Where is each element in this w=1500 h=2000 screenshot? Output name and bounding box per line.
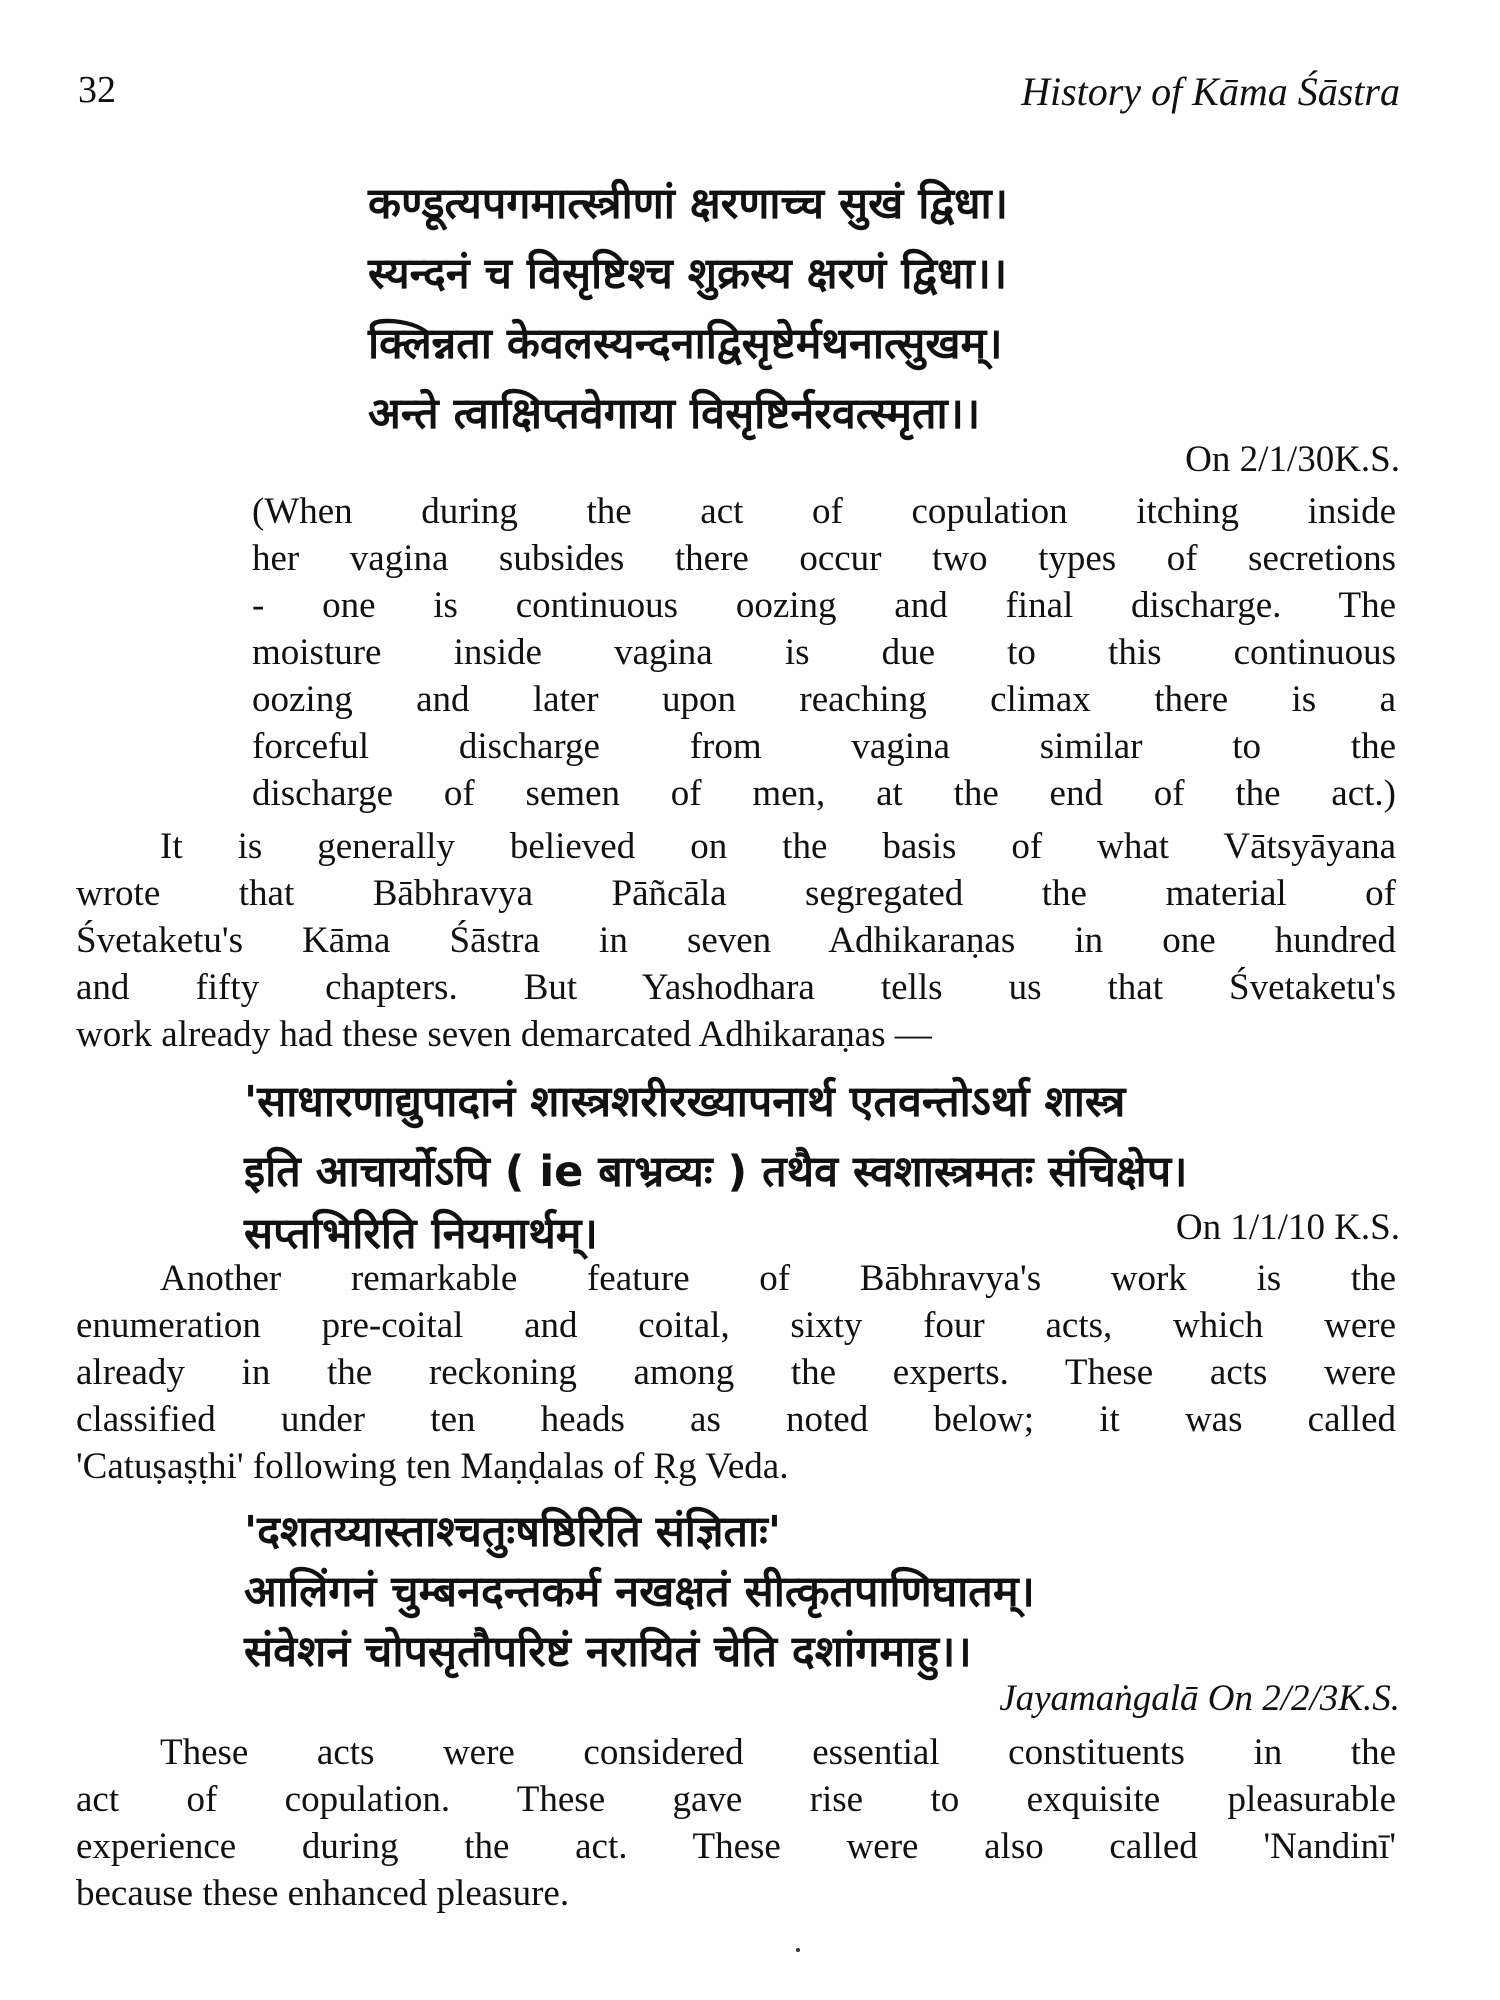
para3-line-4: because these enhanced pleasure. <box>76 1873 570 1914</box>
para1-line-1: It is generally believed on the basis of what Vātsyāyana <box>160 826 1396 867</box>
translation-line-3: - one is continuous oozing and final discharge. The <box>252 585 1396 626</box>
verse2-citation: On 1/1/10 K.S. <box>1175 1207 1400 1248</box>
para3-line-2: act of copulation. These gave rise to exquisite pleasurable <box>76 1779 1396 1820</box>
body-paragraph-3 <box>76 1729 1396 1917</box>
para1-line-5: work already had these seven demarcated Adhikaraṇas — <box>76 1014 932 1055</box>
para2-line-3: already in the reckoning among the experts. These acts were <box>76 1352 1396 1393</box>
verse1-line-4: अन्ते त्वाक्षिप्तवेगाया विसृष्टिर्नरवत्स्मृता।। <box>368 389 981 439</box>
translation-line-7: discharge of semen of men, at the end of the act.) <box>252 773 1396 814</box>
verse1-citation: On 2/1/30K.S. <box>1185 439 1400 480</box>
verse1-line-1: कण्डूत्यपगमात्स्त्रीणां क्षरणाच्च सुखं द्विधा। <box>368 179 1008 229</box>
para2-line-2: enumeration pre-coital and coital, sixty four acts, which were <box>76 1305 1396 1346</box>
para2-line-4: classified under ten heads as noted below; it was called <box>76 1399 1396 1440</box>
para3-line-3: experience during the act. These were also called 'Nandinī' <box>76 1826 1396 1867</box>
translation-line-4: moisture inside vagina is due to this continuous <box>252 632 1396 673</box>
translation-line-1: (When during the act of copulation itching inside <box>252 491 1396 532</box>
verse3-citation: Jayamaṅgalā On 2/2/3K.S. <box>999 1678 1400 1719</box>
para1-line-4: and fifty chapters. But Yashodhara tells us that Śvetaketu's <box>76 967 1396 1008</box>
translation-paragraph <box>252 488 1396 817</box>
verse2-line-3: सप्तभिरिति नियमार्थम्। <box>244 1209 598 1259</box>
verse3-line-1: 'दशतय्यास्ताश्चतुःषष्ठिरिति संज्ञिताः' <box>244 1507 782 1557</box>
running-title: History of Kāma Śāstra <box>1021 69 1400 114</box>
verse3-line-3: संवेशनं चोपसृतौपरिष्टं नरायितं चेति दशांगमाहु।। <box>244 1627 972 1677</box>
verse2-line-1: 'साधारणाद्युपादानं शास्त्रशरीरख्यापनार्थ एतवन्तोऽर्था शास्त्र <box>244 1077 1126 1127</box>
verse3-line-2: आलिंगनं चुम्बनदन्तकर्म नखक्षतं सीत्कृतपाणिघातम्। <box>244 1567 1035 1617</box>
para3-line-1: These acts were considered essential constituents in the <box>160 1732 1396 1773</box>
page-header <box>78 68 1400 118</box>
page-number: 32 <box>78 69 116 111</box>
translation-line-5: oozing and later upon reaching climax there is a <box>252 679 1396 720</box>
verse2-line-2: इति आचार्योऽपि ( ie बाभ्रव्यः ) तथैव स्वशास्त्रमतः संचिक्षेप। <box>244 1147 1188 1197</box>
verse1-line-3: क्लिन्नता केवलस्यन्दनाद्विसृष्टेर्मथनात्सुखम्। <box>368 319 1003 369</box>
verse1-line-2: स्यन्दनं च विसृष्टिश्च शुक्रस्य क्षरणं द्विधा।। <box>368 249 1008 299</box>
para2-line-5: 'Catuṣaṣṭhi' following ten Maṇḍalas of Ṛg Veda. <box>76 1446 789 1487</box>
body-paragraph-2 <box>76 1255 1396 1490</box>
body-paragraph-1 <box>76 823 1396 1058</box>
translation-line-6: forceful discharge from vagina similar to the <box>252 726 1396 767</box>
para1-line-3: Śvetaketu's Kāma Śāstra in seven Adhikaraṇas in one hundred <box>76 920 1396 961</box>
para2-line-1: Another remarkable feature of Bābhravya's work is the <box>160 1258 1396 1299</box>
scan-speck <box>796 1948 800 1952</box>
para1-line-2: wrote that Bābhravya Pāñcāla segregated the material of <box>76 873 1396 914</box>
translation-line-2: her vagina subsides there occur two types of secretions <box>252 538 1396 579</box>
